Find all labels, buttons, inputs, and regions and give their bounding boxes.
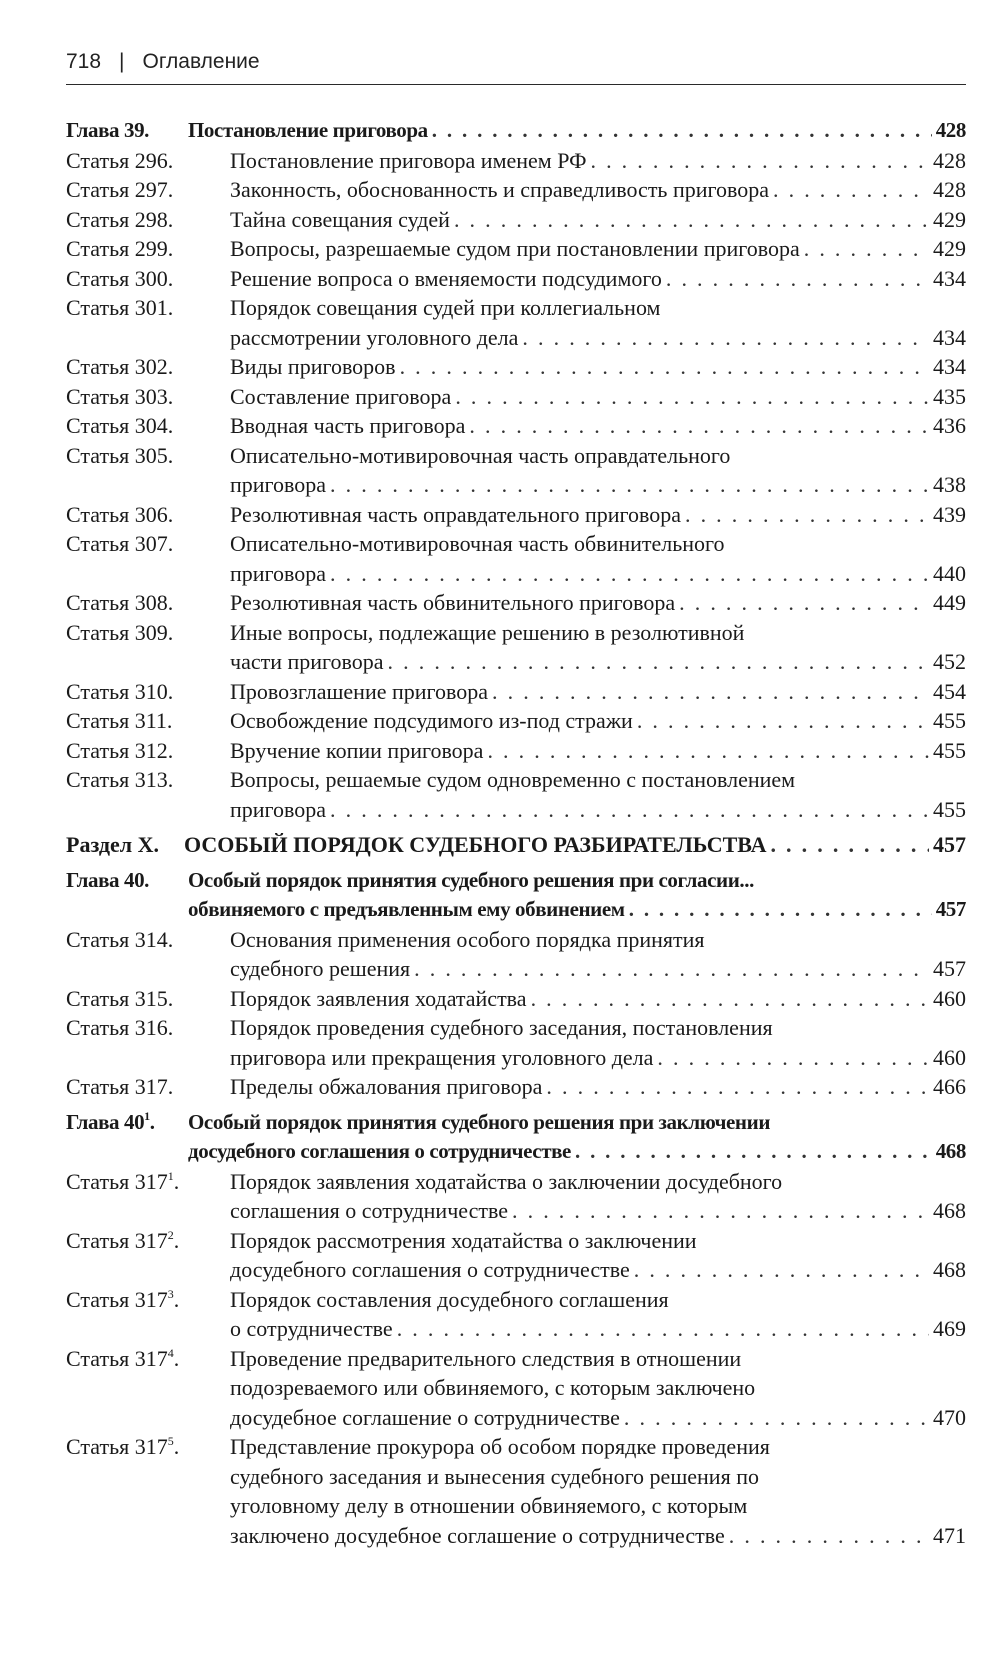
toc-article-300[interactable] [66, 264, 966, 294]
toc-page: 457 [933, 832, 966, 857]
leader-dots [729, 1521, 929, 1551]
toc-article-317-2[interactable] [66, 1226, 966, 1285]
article-title-line1: Порядок заявления ходатайства о заключении досудебного [230, 1168, 783, 1194]
toc-page: 429 [933, 206, 966, 232]
article-title: Постановление приговора именем РФ [230, 147, 587, 173]
leader-dots [414, 954, 929, 984]
article-title: Вопросы, разрешаемые судом при постановлении приговора [230, 236, 800, 261]
article-title: Решение вопроса о вменяемости подсудимого [230, 265, 662, 291]
section-label: Раздел X. [66, 832, 160, 857]
toc-page: 471 [933, 1522, 966, 1548]
toc-article-297[interactable] [66, 175, 966, 205]
article-title-line1: Вопросы, решаемые судом одновременно с постановлением [230, 767, 796, 792]
chapter-title-line2: досудебного соглашения о сотрудничестве [188, 1139, 571, 1163]
toc-page: 434 [933, 354, 966, 379]
leader-dots [512, 1196, 929, 1226]
toc-page: 439 [933, 501, 966, 527]
toc-page: 440 [933, 560, 966, 586]
article-label: Статья 300. [66, 265, 174, 291]
article-title-line2: приговора [230, 796, 327, 822]
toc-article-314[interactable] [66, 925, 966, 984]
article-title-line2: досудебного соглашения о сотрудничестве [230, 1257, 630, 1282]
article-title: Пределы обжалования приговора [230, 1074, 543, 1099]
article-label: Статья 312. [66, 737, 174, 763]
toc-chapter-39[interactable] [66, 116, 966, 146]
toc-article-317-1[interactable] [66, 1167, 966, 1226]
toc-page: 454 [933, 678, 966, 704]
toc-page: 460 [933, 985, 966, 1011]
article-title-line2: приговора [230, 560, 327, 586]
toc-article-313[interactable] [66, 765, 966, 824]
leader-dots [400, 352, 929, 382]
article-title-line3: досудебное соглашение о сотрудничестве [230, 1404, 620, 1430]
leader-dots [469, 411, 929, 441]
article-title-line1: Проведение предварительного следствия в отношении [230, 1345, 742, 1371]
article-title-line2: части приговора [230, 649, 384, 674]
article-title-line2: подозреваемого или обвиняемого, с которым заключено [230, 1375, 756, 1400]
article-title-line1: Представление прокурора об особом порядке проведения [230, 1434, 770, 1459]
article-title-line1: Основания применения особого порядка принятия [230, 926, 705, 952]
article-label: Статья 297. [66, 177, 174, 202]
leader-dots [575, 1137, 932, 1167]
leader-dots [330, 470, 929, 500]
article-label: Статья $317^5$. [66, 1434, 180, 1459]
article-label: Статья 307. [66, 531, 174, 556]
toc-article-317-5[interactable] [66, 1432, 966, 1550]
toc-article-315[interactable] [66, 984, 966, 1014]
article-title-line1: Порядок совещания судей при коллегиальном [230, 295, 661, 320]
running-header [66, 42, 966, 82]
article-title-line2: соглашения о сотрудничестве [230, 1198, 508, 1223]
toc-article-308[interactable] [66, 588, 966, 618]
toc-page: 468 [933, 1257, 966, 1282]
article-title-line4: заключено досудебное соглашение о сотрудничестве [230, 1522, 725, 1548]
toc-page: 455 [933, 737, 966, 763]
article-title-line1: Порядок проведения судебного заседания, постановления [230, 1015, 773, 1040]
chapter-label: Глава $40^1$. [66, 1108, 155, 1134]
toc-article-317[interactable] [66, 1072, 966, 1102]
article-title-line1: Порядок рассмотрения ходатайства о заключении [230, 1227, 697, 1253]
toc-article-317-3[interactable] [66, 1285, 966, 1344]
article-label: Статья 303. [66, 383, 174, 409]
article-label: Статья $317^3$. [66, 1286, 180, 1312]
toc-page: 457 [933, 956, 966, 981]
article-label: Статья 298. [66, 206, 174, 232]
toc-article-307[interactable] [66, 529, 966, 588]
toc-page: 428 [933, 177, 966, 202]
toc-page: 428 [935, 118, 966, 142]
leader-dots [454, 205, 929, 235]
article-label: Статья 315. [66, 985, 174, 1011]
leader-dots [388, 647, 929, 677]
article-label: Статья $317^4$. [66, 1345, 180, 1371]
toc-article-303[interactable] [66, 382, 966, 412]
toc-page: 428 [933, 147, 966, 173]
leader-dots [666, 264, 929, 294]
article-title: Виды приговоров [230, 354, 396, 379]
article-title-line1: Описательно-мотивировочная часть обвинительного [230, 531, 725, 556]
toc-page: 466 [933, 1074, 966, 1099]
leader-dots [590, 146, 929, 176]
header-rule [66, 84, 966, 85]
leader-dots [770, 830, 929, 860]
toc-article-304[interactable] [66, 411, 966, 441]
table-of-contents [66, 110, 966, 1550]
article-title: Тайна совещания судей [230, 206, 450, 232]
running-title: Оглавление [142, 50, 260, 73]
article-label: Статья 317. [66, 1074, 174, 1099]
article-label: Статья 314. [66, 926, 174, 952]
toc-chapter-40-1[interactable] [66, 1108, 966, 1167]
article-title-line2: приговора [230, 472, 327, 497]
leader-dots [455, 382, 929, 412]
article-label: Статья 313. [66, 767, 174, 792]
article-title-line2: рассмотрении уголовного дела [230, 324, 519, 350]
toc-article-299[interactable] [66, 234, 966, 264]
article-label: Статья 302. [66, 354, 174, 379]
article-label: Статья 310. [66, 678, 174, 704]
article-title: Вручение копии приговора [230, 737, 484, 763]
page-number: 718 [66, 50, 102, 73]
leader-dots [546, 1072, 929, 1102]
toc-page: 468 [935, 1139, 966, 1163]
article-title: Резолютивная часть оправдательного приговора [230, 501, 681, 527]
chapter-title-line2: обвиняемого с предъявленным ему обвинением [188, 897, 625, 921]
toc-page: 455 [933, 708, 966, 733]
toc-page: 438 [933, 472, 966, 497]
article-label: Статья 309. [66, 619, 174, 645]
toc-page: 434 [933, 324, 966, 350]
chapter-label: Глава 40. [66, 867, 150, 892]
article-title-line1: Иные вопросы, подлежащие решению в резолютивной [230, 619, 745, 645]
chapter-title-line1: Особый порядок принятия судебного решения при согласии... [188, 867, 754, 892]
toc-article-306[interactable] [66, 500, 966, 530]
superscript: 2 [167, 1227, 174, 1242]
article-title-line2: о сотрудничестве [230, 1316, 393, 1341]
section-title: ОСОБЫЙ ПОРЯДОК СУДЕБНОГО РАЗБИРАТЕЛЬСТВА [184, 832, 767, 857]
toc-article-316[interactable] [66, 1013, 966, 1072]
article-title-line1: Порядок составления досудебного соглашения [230, 1286, 669, 1312]
leader-dots [624, 1403, 929, 1433]
article-label: Статья 304. [66, 413, 174, 438]
superscript: 3 [167, 1286, 174, 1301]
toc-article-311[interactable] [66, 706, 966, 736]
chapter-title: Постановление приговора [188, 118, 428, 142]
toc-article-317-4[interactable] [66, 1344, 966, 1433]
toc-page: 449 [933, 590, 966, 615]
toc-page: 460 [933, 1044, 966, 1070]
chapter-title-line1: Особый порядок принятия судебного решения при заключении [188, 1109, 771, 1134]
toc-page: 470 [933, 1404, 966, 1430]
article-label: Статья 306. [66, 501, 174, 527]
leader-dots [685, 500, 929, 530]
article-title-line3: уголовному делу в отношении обвиняемого, с которым [230, 1493, 748, 1518]
toc-article-301[interactable] [66, 293, 966, 352]
superscript: 4 [167, 1345, 174, 1360]
leader-dots [397, 1314, 929, 1344]
toc-page: 469 [933, 1316, 966, 1341]
superscript: 1 [167, 1168, 174, 1183]
leader-dots [679, 588, 929, 618]
article-title-line2: приговора или прекращения уголовного дела [230, 1044, 654, 1070]
toc-page: 452 [933, 649, 966, 674]
chapter-label: Глава 39. [66, 118, 150, 142]
article-title: Освобождение подсудимого из-под стражи [230, 708, 633, 733]
article-title: Составление приговора [230, 383, 452, 409]
superscript: 1 [144, 1108, 150, 1123]
article-label: Статья 296. [66, 147, 174, 173]
article-label: Статья 311. [66, 708, 173, 733]
article-title: Вводная часть приговора [230, 413, 466, 438]
toc-article-298[interactable] [66, 205, 966, 235]
article-label: Статья 301. [66, 295, 174, 320]
leader-dots [657, 1043, 929, 1073]
leader-dots [634, 1255, 929, 1285]
article-label: Статья 299. [66, 236, 174, 261]
article-title: Законность, обоснованность и справедливость приговора [230, 177, 769, 202]
article-title: Резолютивная часть обвинительного приговора [230, 590, 676, 615]
leader-dots [432, 116, 932, 146]
article-title-line2: судебного заседания и вынесения судебного решения по [230, 1463, 759, 1489]
toc-chapter-40[interactable] [66, 866, 966, 925]
leader-dots [522, 323, 929, 353]
leader-dots [773, 175, 929, 205]
toc-page: 429 [933, 236, 966, 261]
toc-section-10[interactable] [66, 830, 966, 860]
toc-article-305[interactable] [66, 441, 966, 500]
leader-dots [492, 677, 929, 707]
leader-dots [531, 984, 929, 1014]
header-separator: | [119, 50, 125, 73]
article-label: Статья 316. [66, 1015, 174, 1040]
leader-dots [637, 706, 929, 736]
toc-article-312[interactable] [66, 736, 966, 766]
article-title: Порядок заявления ходатайства [230, 985, 527, 1011]
toc-page: 435 [933, 383, 966, 409]
article-label: Статья 305. [66, 442, 174, 468]
toc-article-302[interactable] [66, 352, 966, 382]
toc-article-310[interactable] [66, 677, 966, 707]
toc-page: 436 [933, 413, 966, 438]
toc-page: 468 [933, 1198, 966, 1223]
article-label: Статья $317^1$. [66, 1168, 180, 1194]
article-title: Провозглашение приговора [230, 678, 489, 704]
leader-dots [330, 795, 929, 825]
article-label: Статья 308. [66, 590, 174, 615]
toc-article-296[interactable] [66, 146, 966, 176]
toc-page: 457 [935, 897, 966, 921]
toc-article-309[interactable] [66, 618, 966, 677]
article-title-line1: Описательно-мотивировочная часть оправдательного [230, 442, 731, 468]
leader-dots [487, 736, 929, 766]
toc-page: 434 [933, 265, 966, 291]
leader-dots [804, 234, 929, 264]
article-label: Статья $317^2$. [66, 1227, 180, 1253]
article-title-line2: судебного решения [230, 956, 411, 981]
leader-dots [629, 895, 932, 925]
toc-page: 455 [933, 796, 966, 822]
superscript: 5 [167, 1434, 174, 1448]
leader-dots [330, 559, 929, 589]
